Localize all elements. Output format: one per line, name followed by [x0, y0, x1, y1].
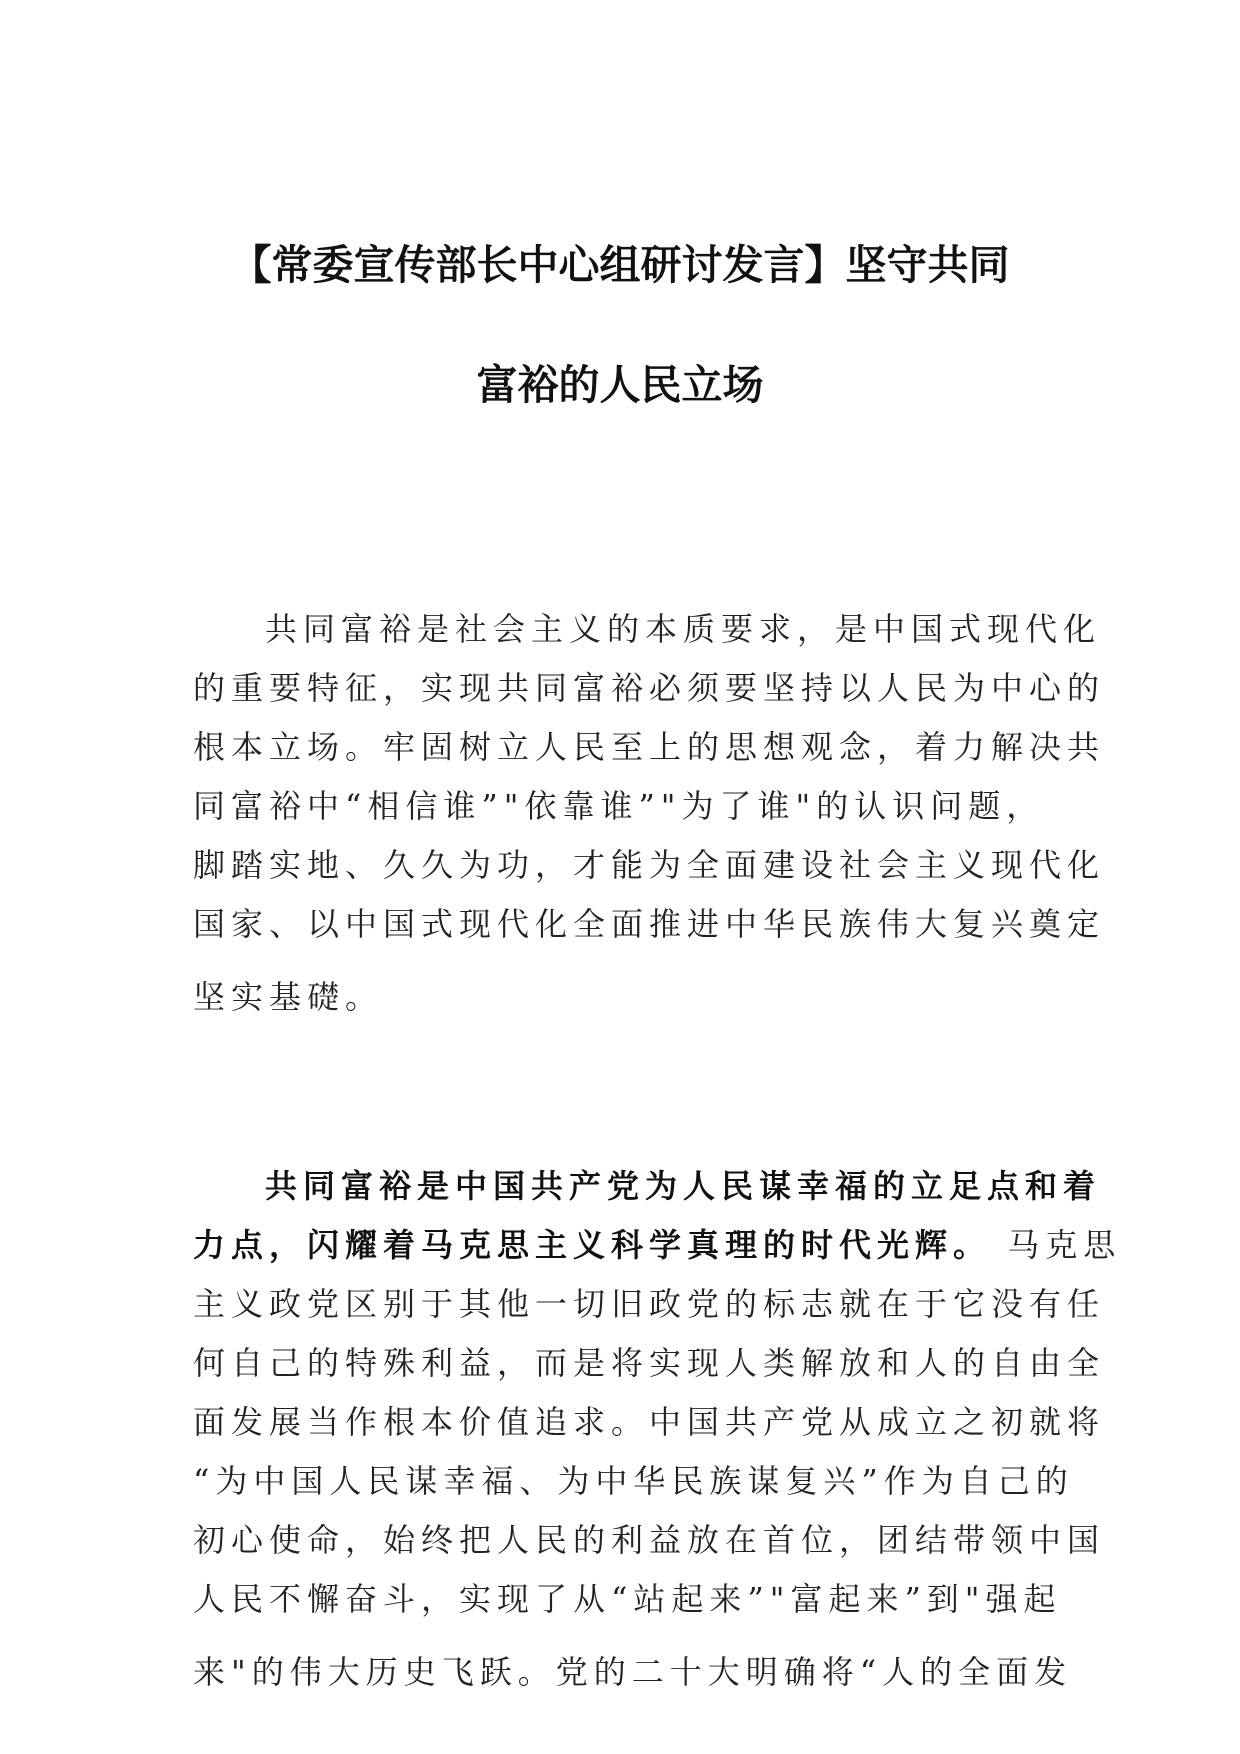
paragraph-2-line: 何自己的特殊利益，而是将实现人类解放和人的自由全 — [193, 1344, 1106, 1382]
paragraph-2-line: 人民不懈奋斗，实现了从“站起来”"富起来”到"强起 — [193, 1580, 1062, 1618]
paragraph-2-heading-tail: 力点，闪耀着马克思主义科学真理的时代光辉。 — [193, 1226, 992, 1264]
paragraph-2-line: 面发展当作根本价值追求。中国共产党从成立之初就将 — [193, 1403, 1106, 1441]
paragraph-2 — [193, 1157, 1122, 1702]
paragraph-1-line: 同富裕中“相信谁”"依靠谁”"为了谁"的认识问题， — [193, 787, 1045, 825]
paragraph-1-line: 根本立场。牢固树立人民至上的思想观念，着力解决共 — [193, 728, 1106, 766]
paragraph-1-line: 国家、以中国式现代化全面推进中华民族伟大复兴奠定 — [193, 905, 1106, 943]
paragraph-1-line: 坚实基礎。 — [193, 978, 384, 1016]
document-title — [180, 205, 1060, 445]
paragraph-1 — [193, 600, 1106, 1027]
paragraph-2-line: 来"的伟大历史飞跃。党的二十大明确将“人的全面发 — [193, 1653, 1073, 1691]
title-line-1: 【常委宣传部长中心组研讨发言】坚守共同 — [230, 241, 1010, 289]
paragraph-2-line-tail: 马克思 — [991, 1226, 1122, 1264]
paragraph-1-line: 的重要特征，实现共同富裕必须要坚持以人民为中心的 — [193, 669, 1106, 707]
paragraph-1-line: 脚踏实地、久久为功，才能为全面建设社会主义现代化 — [193, 846, 1106, 884]
paragraph-2-heading-line: 共同富裕是中国共产党为人民谋幸福的立足点和着 — [265, 1167, 1102, 1205]
paragraph-2-line: 初心使命，始终把人民的利益放在首位，团结带领中国 — [193, 1521, 1106, 1559]
paragraph-1-line: 共同富裕是社会主义的本质要求，是中国式现代化 — [265, 610, 1102, 648]
paragraph-2-line — [193, 1216, 1122, 1275]
title-line-2: 富裕的人民立场 — [476, 361, 764, 409]
paragraph-2-line: 主义政党区别于其他一切旧政党的标志就在于它没有任 — [193, 1285, 1106, 1323]
paragraph-2-line: “为中国人民谋幸福、为中华民族谋复兴”作为自己的 — [193, 1462, 1074, 1500]
